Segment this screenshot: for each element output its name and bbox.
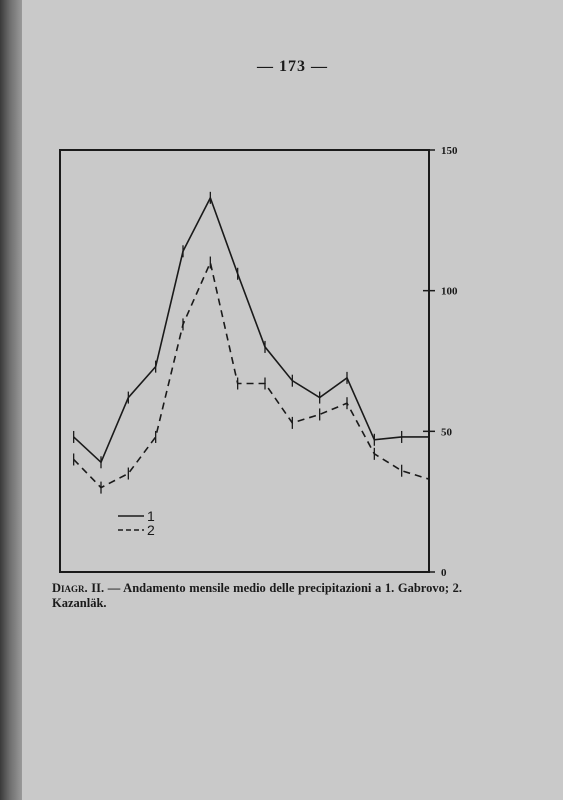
series-line-2 <box>74 263 429 488</box>
page-number: — 173 — <box>257 58 328 75</box>
y-tick-label-150: 150 <box>441 145 458 157</box>
precipitation-chart <box>22 0 563 800</box>
figure-caption <box>52 581 462 611</box>
y-tick-label-50: 50 <box>441 426 452 439</box>
page <box>22 0 563 800</box>
caption-lead: Diagr. II. <box>52 581 105 595</box>
book-spine-shadow <box>0 0 22 800</box>
y-tick-label-0: 0 <box>441 567 447 579</box>
plot-frame <box>60 150 429 572</box>
legend-label-1: 1 <box>147 508 155 524</box>
series-line-1 <box>74 198 429 462</box>
legend-label-2: 2 <box>147 522 155 538</box>
y-tick-label-100: 100 <box>441 285 458 298</box>
caption-text: — Andamento mensile medio delle precipitazioni a 1. Gabrovo; 2. Kazanläk. <box>52 581 463 610</box>
